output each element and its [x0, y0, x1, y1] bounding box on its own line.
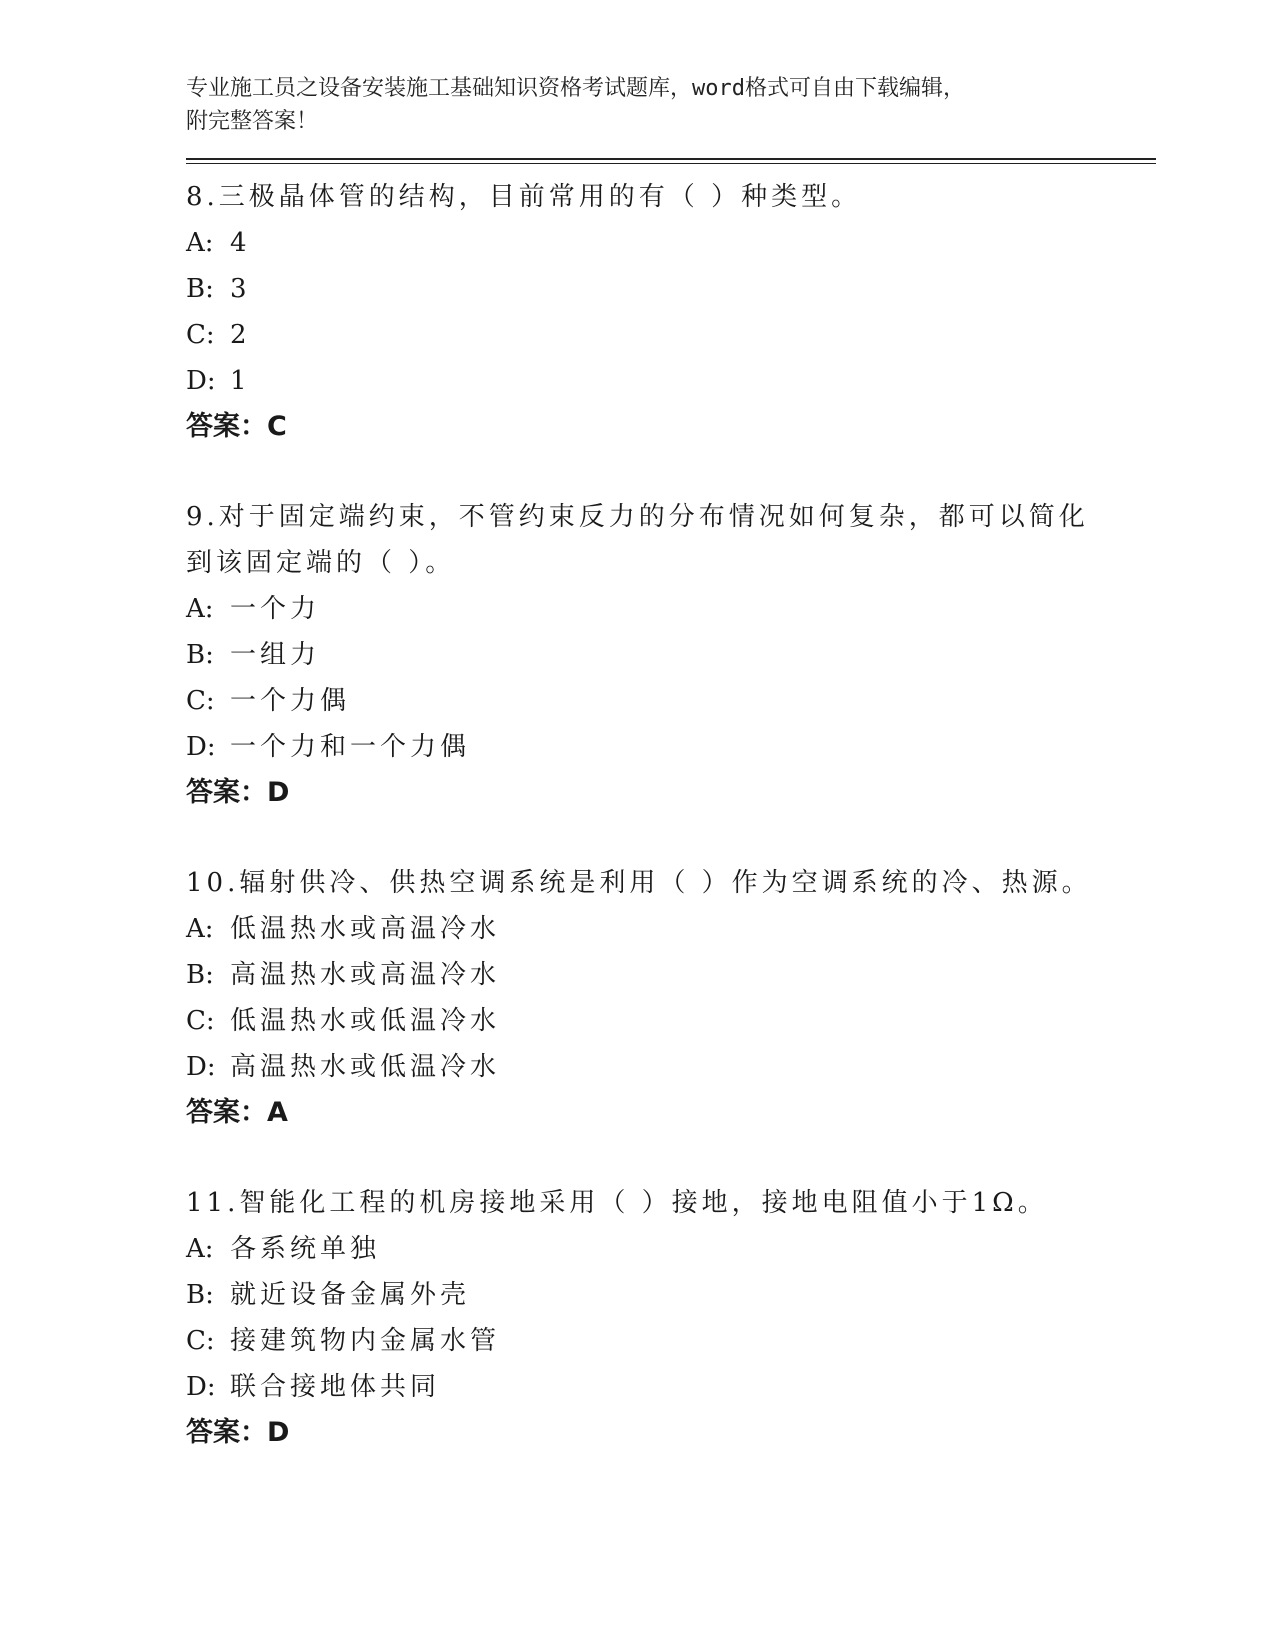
question-block: [186, 860, 1156, 1136]
header-line-2: 附完整答案！: [186, 109, 319, 134]
option-key: D:: [186, 366, 216, 396]
option-c: [186, 312, 1156, 358]
option-key: B:: [186, 274, 214, 304]
question-text: 8.三极晶体管的结构，目前常用的有（ ）种类型。: [186, 182, 862, 212]
option-text: 低温热水或低温冷水: [230, 1006, 501, 1036]
option-text: 高温热水或低温冷水: [230, 1052, 501, 1082]
question-text-continued: 到该固定端的（ ）。: [186, 548, 456, 578]
option-b: [186, 1272, 1156, 1318]
option-c: [186, 998, 1156, 1044]
option-a: [186, 906, 1156, 952]
option-key: D:: [186, 1372, 216, 1402]
option-d: [186, 1044, 1156, 1090]
option-key: D:: [186, 732, 216, 762]
option-key: A:: [186, 1234, 214, 1264]
question-text: 10.辐射供冷、供热空调系统是利用（ ）作为空调系统的冷、热源。: [186, 868, 1092, 898]
document-page: [186, 72, 1156, 1456]
header-divider: [186, 158, 1156, 164]
option-key: C:: [186, 320, 215, 350]
option-key: A:: [186, 228, 214, 258]
answer-line: 答案：D: [186, 777, 290, 808]
question-text: 11.智能化工程的机房接地采用（ ）接地，接地电阻值小于1Ω。: [186, 1188, 1048, 1218]
option-key: C:: [186, 1326, 215, 1356]
option-text: 1: [230, 366, 251, 396]
option-a: [186, 586, 1156, 632]
option-c: [186, 1318, 1156, 1364]
option-key: C:: [186, 686, 215, 716]
option-key: B:: [186, 640, 214, 670]
option-text: 一个力和一个力偶: [230, 732, 471, 762]
option-c: [186, 678, 1156, 724]
option-key: A:: [186, 594, 214, 624]
option-text: 3: [230, 274, 251, 304]
option-b: [186, 266, 1156, 312]
option-d: [186, 358, 1156, 404]
option-key: B:: [186, 1280, 214, 1310]
question-text: 9.对于固定端约束，不管约束反力的分布情况如何复杂，都可以简化: [186, 502, 1089, 532]
option-text: 2: [230, 320, 251, 350]
header-line-1: 专业施工员之设备安装施工基础知识资格考试题库，word格式可自由下载编辑，: [186, 76, 965, 101]
option-b: [186, 952, 1156, 998]
option-text: 联合接地体共同: [230, 1372, 441, 1402]
question-block: [186, 1180, 1156, 1456]
answer-line: 答案：A: [186, 1097, 288, 1128]
option-text: 各系统单独: [230, 1234, 381, 1264]
option-d: [186, 1364, 1156, 1410]
option-key: C:: [186, 1006, 215, 1036]
option-text: 低温热水或高温冷水: [230, 914, 501, 944]
document-header: [186, 72, 1156, 138]
option-key: D:: [186, 1052, 216, 1082]
question-block: [186, 494, 1156, 816]
answer-line: 答案：D: [186, 1417, 290, 1448]
option-key: A:: [186, 914, 214, 944]
option-text: 4: [230, 228, 251, 258]
question-block: [186, 174, 1156, 450]
option-b: [186, 632, 1156, 678]
option-text: 一个力: [230, 594, 321, 624]
option-key: B:: [186, 960, 214, 990]
answer-line: 答案：C: [186, 411, 287, 442]
option-text: 接建筑物内金属水管: [230, 1326, 501, 1356]
option-a: [186, 1226, 1156, 1272]
option-text: 高温热水或高温冷水: [230, 960, 501, 990]
option-text: 一个力偶: [230, 686, 351, 716]
option-text: 就近设备金属外壳: [230, 1280, 471, 1310]
option-a: [186, 220, 1156, 266]
option-text: 一组力: [230, 640, 321, 670]
option-d: [186, 724, 1156, 770]
